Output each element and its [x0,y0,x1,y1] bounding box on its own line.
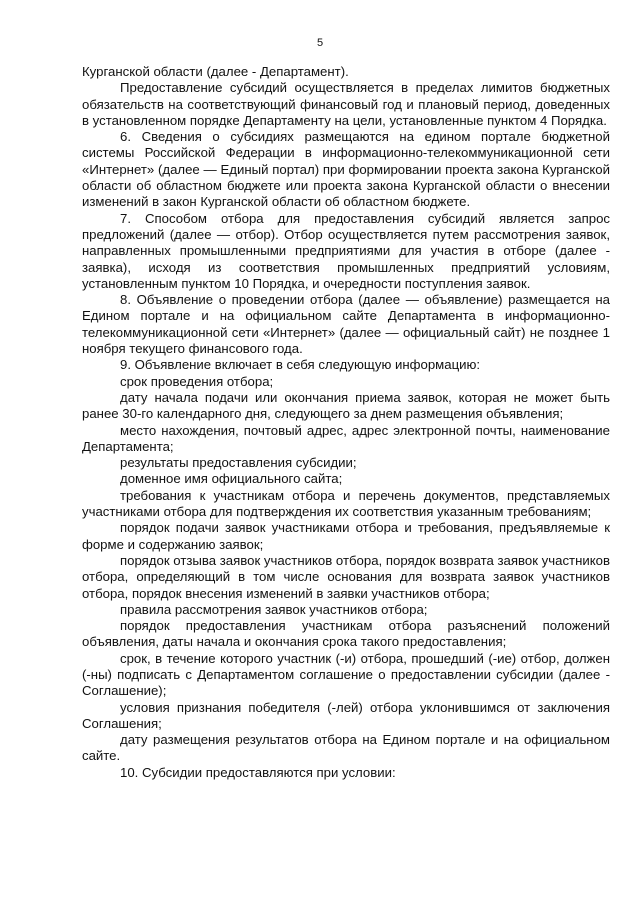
paragraph: Предоставление субсидий осуществляется в пределах лимитов бюджетных обязательств на соответствующий финансовый год и плановый период, доведенных в установленном порядке Департаменту на цели, установленные пунктом 4 Порядка. [82,80,610,128]
paragraph: результаты предоставления субсидии; [120,455,357,471]
paragraph: срок, в течение которого участник (-и) отбора, прошедший (-ие) отбор, должен (-ны) подписать с Департаментом соглашение о предоставлении субсидии (далее - Соглашение); [82,650,610,699]
document-body [82,64,610,781]
paragraph: правила рассмотрения заявок участников отбора; [120,601,428,617]
paragraph: условия признания победителя (-лей) отбора уклонившимся от заключения Соглашения; [82,699,610,731]
paragraph: 8. Объявление о проведении отбора (далее — объявление) размещается на Едином портале и на официальном сайте Департамента в информационно-телекоммуникационной сети «Интернет» (далее — официальный сайт) не позднее 1 ноября текущего финансового года. [82,292,610,357]
paragraph: 6. Сведения о субсидиях размещаются на едином портале бюджетной системы Российской Федерации в информационно-телекоммуникационной сети «Интернет» (далее — Единый портал) при формировании проекта закона Курганской области об областном бюджете или проекта закона Курганской области о внесении изменений в закон Курганской области об областном бюджете. [82,129,610,210]
paragraph: 10. Субсидии предоставляются при условии: [120,764,396,780]
paragraph: требования к участникам отбора и перечень документов, представляемых участниками отбора для подтверждения их соответствия указанным требованиям; [82,487,610,520]
paragraph: 7. Способом отбора для предоставления субсидий является запрос предложений (далее — отбор). Отбор осуществляется путем рассмотрения заявок, направленных промышленными предприятиями для участия в отборе (далее - заявка), исходя из соответствия промышленных предприятий условиям, установленным пунктом 10 Порядка, и очередности поступления заявок. [82,210,610,291]
paragraph: доменное имя официального сайта; [120,471,343,487]
paragraph: порядок подачи заявок участниками отбора и требования, предъявляемые к форме и содержанию заявок; [82,520,610,552]
paragraph: порядок предоставления участникам отбора разъяснений положений объявления, даты начала и окончания срока такого предоставления; [82,618,610,650]
paragraph: Курганской области (далее - Департамент). [82,64,349,79]
paragraph: дату размещения результатов отбора на Едином портале и на официальном сайте. [82,732,610,764]
paragraph: срок проведения отбора; [120,373,274,389]
page-number: 5 [316,37,324,49]
paragraph: порядок отзыва заявок участников отбора, порядок возврата заявок участников отбора, определяющий в том числе основания для возврата заявок участников отбора, порядок внесения изменений в заявки участников отбора; [82,552,610,601]
paragraph: 9. Объявление включает в себя следующую информацию: [120,357,481,373]
paragraph: место нахождения, почтовый адрес, адрес электронной почты, наименование Департамента; [82,422,610,454]
paragraph: дату начала подачи или окончания приема заявок, которая не может быть ранее 30-го календарного дня, следующего за днем размещения объявления; [82,389,610,422]
